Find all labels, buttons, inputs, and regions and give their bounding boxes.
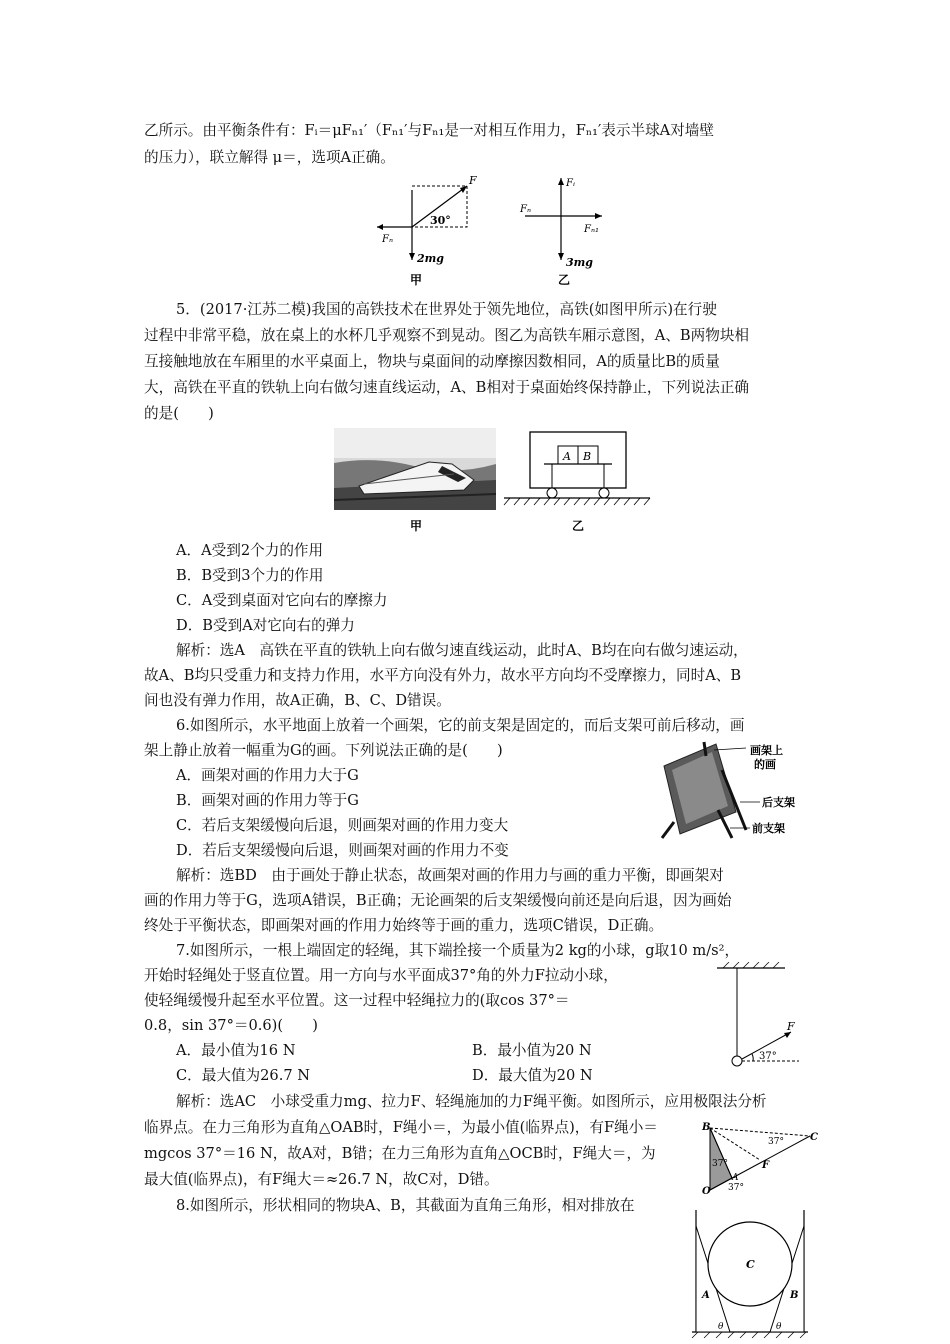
label-back-leg: 后支架 [762, 796, 795, 809]
text-line: 的是( ) [144, 405, 214, 422]
label-A: A [563, 450, 571, 463]
label-painting: 画架上 [750, 744, 783, 757]
label-B: B [790, 1290, 799, 1301]
text-line: 临界点。在力三角形为直角△OAB时，F绳小＝，为最小值(临界点)，有F绳小＝ [144, 1119, 658, 1136]
train-photo [334, 428, 496, 538]
caption: 乙 [558, 273, 571, 287]
text-line: 8.如图所示，形状相同的物块A、B，其截面为直角三角形，相对排放在 [176, 1197, 635, 1214]
label-theta-2: θ [776, 1322, 782, 1332]
text-line: mgcos 37°＝16 N，故A对，B错；在力三角形为直角△OCB时，F绳大＝，为 [144, 1145, 656, 1162]
label-FN1: Fₙ₁ [584, 224, 599, 235]
label-angle-3: 37° [728, 1183, 744, 1193]
text-line: 开始时轻绳处于竖直位置。用一方向与水平面成37°角的外力F拉动小球， [144, 967, 618, 984]
label-mg: 2mg [417, 252, 444, 265]
label-F: F [762, 1160, 770, 1171]
text-line: B．画架对画的作用力等于G [176, 792, 359, 809]
text-line: 6.如图所示，水平地面上放着一个画架，它的前支架是固定的，而后支架可前后移动，画 [176, 717, 745, 734]
label-F: F [787, 1020, 795, 1033]
label-A: A [732, 1173, 739, 1183]
text-line: 解析：选BD 由于画处于静止状态，故画架对画的作用力与画的重力平衡，即画架对 [176, 867, 724, 884]
text-line: A．画架对画的作用力大于G [176, 767, 359, 784]
easel-figure [654, 740, 814, 840]
text-line: D．若后支架缓慢向后退，则画架对画的作用力不变 [176, 842, 509, 859]
text-line: D．B受到A对它向右的弹力 [176, 617, 355, 634]
text-line: 过程中非常平稳，放在桌上的水杯几乎观察不到晃动。图乙为高铁车厢示意图，A、B两物块相 [144, 327, 750, 344]
option: C．最大值为26.7 N [176, 1067, 311, 1084]
text-line: 架上静止放着一幅重为G的画。下列说法正确的是( ) [144, 742, 503, 759]
text-line: 间也没有弹力作用，故A正确，B、C、D错误。 [144, 692, 451, 709]
force-diagram-yi [510, 170, 620, 288]
label-angle-1: 37° [768, 1137, 784, 1147]
label-theta-1: θ [718, 1322, 724, 1332]
text-line: 解析：选A 高铁在平直的铁轨上向右做匀速直线运动，此时A、B均在向右做匀速运动， [176, 642, 748, 659]
label-FN: Fₙ [382, 234, 393, 245]
label-C: C [810, 1132, 818, 1143]
force-diagram-jia [372, 170, 482, 288]
text-line: 大，高铁在平直的铁轨上向右做匀速直线运动，A、B相对于桌面始终保持静止，下列说法正确 [144, 379, 750, 396]
text-line: 最大值(临界点)，有F绳大＝≈26.7 N，故C对，D错。 [144, 1171, 499, 1188]
text-line: 终处于平衡状态，即画架对画的作用力始终等于画的重力，选项C错误，D正确。 [144, 917, 664, 934]
text-line: 5．(2017·江苏二模)我国的高铁技术在世界处于领先地位，高铁(如图甲所示)在行驶 [176, 301, 717, 318]
option: B．最小值为20 N [472, 1042, 592, 1059]
pendulum-figure [715, 962, 805, 1072]
caption-jia: 甲 [410, 519, 423, 533]
option: D．最大值为20 N [472, 1067, 593, 1084]
text-line: C．A受到桌面对它向右的摩擦力 [176, 592, 388, 609]
text-line: C．若后支架缓慢向后退，则画架对画的作用力变大 [176, 817, 509, 834]
label-O: O [702, 1186, 711, 1197]
label-painting-2: 的画 [754, 758, 776, 771]
label-angle: 30° [430, 214, 451, 227]
text-line: 乙所示。由平衡条件有：Fᵢ＝μFₙ₁′（Fₙ₁′与Fₙ₁是一对相互作用力，Fₙ₁′表示半球A对墙壁 [144, 122, 714, 139]
label-angle-2: 37° [712, 1159, 728, 1169]
label-C: C [746, 1258, 755, 1271]
text-line: 7.如图所示，一根上端固定的轻绳，其下端拴接一个质量为2 kg的小球，g取10 m/s²， [176, 942, 740, 959]
text-line: 画的作用力等于G，选项A错误，B正确；无论画架的后支架缓慢向前还是向后退，因为画始 [144, 892, 732, 909]
label-FN: Fₙ [520, 204, 531, 215]
text-line: 解析：选AC 小球受重力mg、拉力F、轻绳施加的力F绳平衡。如图所示，应用极限法分析 [176, 1093, 767, 1110]
force-triangle-figure [700, 1118, 820, 1200]
blocks-ball-figure [690, 1206, 814, 1340]
label-Ff: Fᵢ [566, 178, 575, 189]
text-line: 使轻绳缓慢升起至水平位置。这一过程中轻绳拉力的(取cos 37°＝ [144, 992, 570, 1009]
caption-yi: 乙 [572, 519, 585, 533]
text-line: 故A、B均只受重力和支持力作用，水平方向没有外力，故水平方向均不受摩擦力，同时A、B [144, 667, 742, 684]
text-line: A．A受到2个力的作用 [176, 542, 324, 559]
label-angle: 37° [759, 1051, 777, 1062]
text-line: 互接触地放在车厢里的水平桌面上，物块与桌面间的动摩擦因数相同，A的质量比B的质量 [144, 353, 720, 370]
text-line: 0.8，sin 37°＝0.6)( ) [144, 1017, 318, 1034]
label-mg: 3mg [566, 256, 593, 269]
label-B: B [702, 1122, 711, 1133]
label-B: B [583, 450, 592, 463]
label-front-leg: 前支架 [752, 822, 785, 835]
caption: 甲 [410, 273, 423, 287]
train-car-diagram [500, 428, 660, 538]
text-line: B．B受到3个力的作用 [176, 567, 324, 584]
text-line: 的压力），联立解得 μ＝，选项A正确。 [144, 149, 395, 166]
label-A: A [702, 1290, 710, 1301]
option: A．最小值为16 N [176, 1042, 296, 1059]
label-F: F [469, 174, 477, 187]
